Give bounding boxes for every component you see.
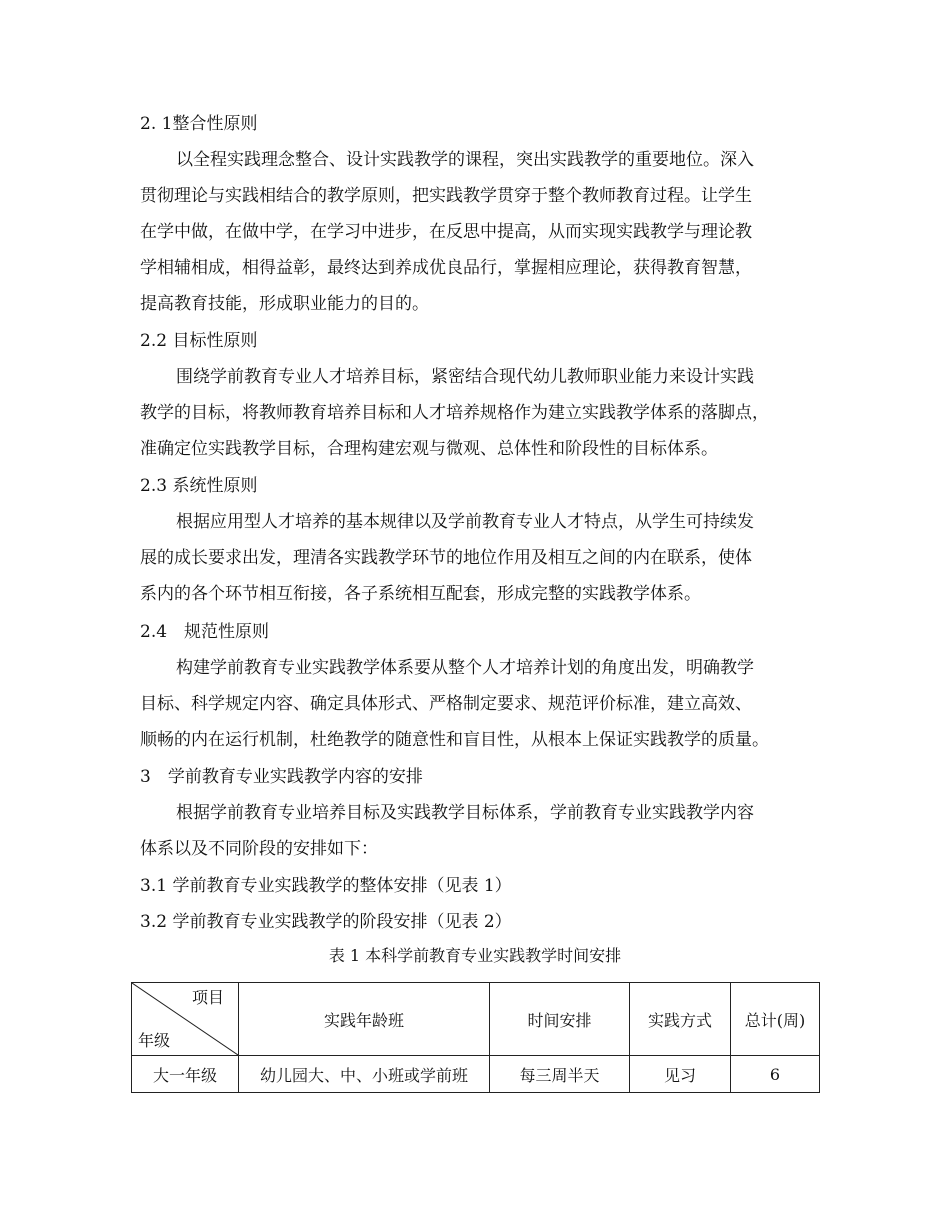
diagonal-label-project: 项目 (191, 988, 224, 1007)
paragraph-line: 展的成长要求出发，理清各实践教学环节的地位作用及相互之间的内在联系，使体 (140, 548, 752, 568)
paragraph-line: 以全程实践理念整合、设计实践教学的课程，突出实践教学的重要地位。深入 (176, 150, 754, 170)
column-header: 实践方式 (630, 983, 731, 1056)
table-caption: 表 1 本科学前教育专业实践教学时间安排 (328, 946, 622, 965)
paragraph-line: 教学的目标，将教师教育培养目标和人才培养规格作为建立实践教学体系的落脚点， (140, 403, 769, 423)
section-paragraph-2-4 (140, 650, 815, 758)
table-cell: 见习 (630, 1056, 731, 1093)
diagonal-header-cell (132, 983, 239, 1056)
section-paragraph-2-2 (140, 359, 815, 467)
table-cell: 大一年级 (132, 1056, 239, 1093)
section-heading-2-4: 2.4 规范性原则 (140, 622, 270, 642)
paragraph-line: 根据学前教育专业培养目标及实践教学目标体系，学前教育专业实践教学内容 (176, 803, 754, 823)
paragraph-line: 体系以及不同阶段的安排如下： (140, 839, 378, 859)
paragraph-line: 在学中做，在做中学，在学习中进步，在反思中提高，从而实现实践教学与理论教 (140, 222, 752, 242)
paragraph-line: 准确定位实践教学目标，合理构建宏观与微观、总体性和阶段性的目标体系。 (140, 439, 718, 459)
paragraph-line: 学相辅相成，相得益彰，最终达到养成优良品行，掌握相应理论，获得教育智慧， (140, 258, 752, 278)
schedule-table (131, 982, 820, 1093)
column-header: 总计(周) (731, 983, 820, 1056)
paragraph-line: 系内的各个环节相互衔接，各子系统相互配套，形成完整的实践教学体系。 (140, 584, 701, 604)
section-heading-2-1: 2. 1整合性原则 (140, 114, 258, 134)
section-heading-2-3: 2.3 系统性原则 (140, 476, 258, 496)
column-header: 时间安排 (490, 983, 630, 1056)
table-cell: 6 (731, 1056, 820, 1093)
paragraph-line: 顺畅的内在运行机制，杜绝教学的随意性和盲目性，从根本上保证实践教学的质量。 (140, 730, 769, 750)
section-paragraph-3 (140, 795, 815, 867)
section-heading-3: 3 学前教育专业实践教学内容的安排 (140, 767, 423, 787)
section-paragraph-2-3 (140, 504, 815, 612)
subheading-3-1: 3.1 学前教育专业实践教学的整体安排（见表 1） (140, 876, 512, 896)
subheading-3-2: 3.2 学前教育专业实践教学的阶段安排（见表 2） (140, 912, 512, 932)
table-cell: 幼儿园大、中、小班或学前班 (239, 1056, 490, 1093)
paragraph-line: 目标、科学规定内容、确定具体形式、严格制定要求、规范评价标准，建立高效、 (140, 694, 752, 714)
section-heading-2-2: 2.2 目标性原则 (140, 331, 258, 351)
paragraph-line: 构建学前教育专业实践教学体系要从整个人才培养计划的角度出发，明确教学 (176, 658, 754, 678)
section-paragraph-2-1 (140, 142, 815, 322)
table-header-row (132, 983, 820, 1056)
paragraph-line: 提高教育技能，形成职业能力的目的。 (140, 294, 429, 314)
table-row (132, 1056, 820, 1093)
column-header: 实践年龄班 (239, 983, 490, 1056)
paragraph-line: 根据应用型人才培养的基本规律以及学前教育专业人才特点，从学生可持续发 (176, 512, 754, 532)
diagonal-label-grade: 年级 (138, 1031, 171, 1050)
paragraph-line: 围绕学前教育专业人才培养目标，紧密结合现代幼儿教师职业能力来设计实践 (176, 367, 754, 387)
table-cell: 每三周半天 (490, 1056, 630, 1093)
paragraph-line: 贯彻理论与实践相结合的教学原则，把实践教学贯穿于整个教师教育过程。让学生 (140, 186, 752, 206)
